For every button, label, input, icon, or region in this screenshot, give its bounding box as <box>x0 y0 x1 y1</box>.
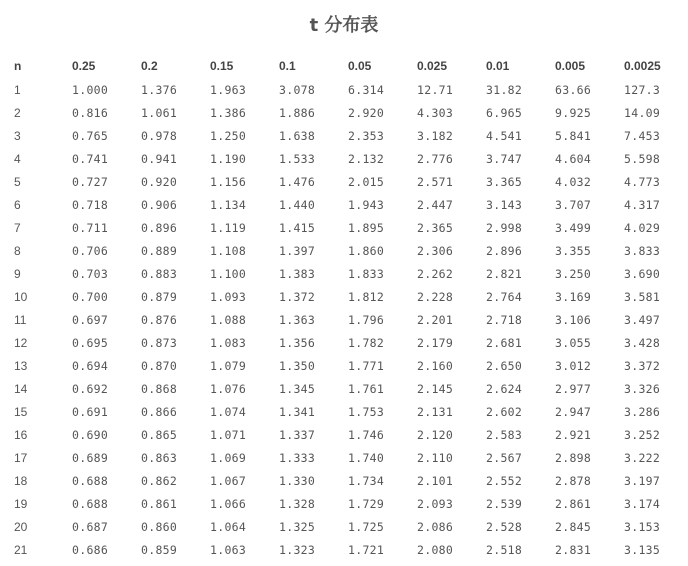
table-cell: 4.773 <box>624 174 661 189</box>
table-cell: 1.383 <box>279 266 316 281</box>
row-label-n: 19 <box>14 496 28 511</box>
table-row <box>8 147 687 170</box>
table-cell: 2.518 <box>486 542 523 557</box>
table-cell: 1.963 <box>210 82 247 97</box>
row-label-n: 12 <box>14 335 28 350</box>
table-cell: 0.906 <box>141 197 178 212</box>
table-cell: 1.074 <box>210 404 247 419</box>
table-cell: 0.688 <box>72 473 109 488</box>
page-title: t 分布表 <box>309 15 379 36</box>
table-cell: 2.447 <box>417 197 454 212</box>
row-label-n: 21 <box>14 542 28 557</box>
table-cell: 2.921 <box>555 427 592 442</box>
table-cell: 0.718 <box>72 197 109 212</box>
table-cell: 1.337 <box>279 427 316 442</box>
table-cell: 1.063 <box>210 542 247 557</box>
table-cell: 2.602 <box>486 404 523 419</box>
column-header: 0.05 <box>348 59 372 73</box>
table-cell: 1.325 <box>279 519 316 534</box>
table-cell: 1.734 <box>348 473 385 488</box>
row-label-n: 4 <box>14 151 21 166</box>
table-cell: 2.920 <box>348 105 385 120</box>
table-cell: 3.197 <box>624 473 661 488</box>
row-label-n: 16 <box>14 427 28 442</box>
row-label-n: 14 <box>14 381 28 396</box>
table-cell: 2.262 <box>417 266 454 281</box>
row-label-n: 6 <box>14 197 21 212</box>
table-cell: 2.160 <box>417 358 454 373</box>
table-cell: 2.528 <box>486 519 523 534</box>
table-cell: 0.727 <box>72 174 109 189</box>
table-cell: 1.119 <box>210 220 247 235</box>
table-cell: 3.365 <box>486 174 523 189</box>
table-cell: 0.866 <box>141 404 178 419</box>
table-cell: 3.747 <box>486 151 523 166</box>
table-cell: 3.055 <box>555 335 592 350</box>
table-row <box>8 515 687 538</box>
table-cell: 0.941 <box>141 151 178 166</box>
row-label-n: 18 <box>14 473 28 488</box>
table-cell: 3.372 <box>624 358 661 373</box>
table-cell: 1.771 <box>348 358 385 373</box>
table-cell: 2.977 <box>555 381 592 396</box>
table-cell: 0.711 <box>72 220 109 235</box>
table-cell: 0.700 <box>72 289 109 304</box>
column-header: 0.1 <box>279 59 296 73</box>
table-cell: 2.179 <box>417 335 454 350</box>
table-cell: 3.497 <box>624 312 661 327</box>
table-cell: 2.681 <box>486 335 523 350</box>
row-label-n: 3 <box>14 128 21 143</box>
table-cell: 1.721 <box>348 542 385 557</box>
table-cell: 2.132 <box>348 151 385 166</box>
table-cell: 1.415 <box>279 220 316 235</box>
table-cell: 4.303 <box>417 105 454 120</box>
table-row <box>8 538 687 561</box>
column-header: 0.0025 <box>624 59 661 73</box>
table-cell: 0.865 <box>141 427 178 442</box>
table-cell: 1.363 <box>279 312 316 327</box>
table-cell: 3.153 <box>624 519 661 534</box>
table-row <box>8 239 687 262</box>
row-label-n: 7 <box>14 220 21 235</box>
table-cell: 0.703 <box>72 266 109 281</box>
table-cell: 3.499 <box>555 220 592 235</box>
row-label-n: 11 <box>14 312 27 327</box>
table-cell: 0.689 <box>72 450 109 465</box>
table-cell: 1.397 <box>279 243 316 258</box>
table-cell: 0.741 <box>72 151 109 166</box>
table-cell: 2.764 <box>486 289 523 304</box>
table-cell: 2.947 <box>555 404 592 419</box>
row-label-n: 2 <box>14 105 21 120</box>
table-cell: 2.998 <box>486 220 523 235</box>
table-cell: 4.032 <box>555 174 592 189</box>
table-cell: 3.326 <box>624 381 661 396</box>
table-cell: 3.252 <box>624 427 661 442</box>
table-row <box>8 354 687 377</box>
table-cell: 2.583 <box>486 427 523 442</box>
table-cell: 1.134 <box>210 197 247 212</box>
table-row <box>8 446 687 469</box>
table-cell: 0.870 <box>141 358 178 373</box>
table-cell: 0.706 <box>72 243 109 258</box>
table-cell: 0.862 <box>141 473 178 488</box>
table-cell: 1.860 <box>348 243 385 258</box>
table-cell: 1.250 <box>210 128 247 143</box>
table-cell: 3.581 <box>624 289 661 304</box>
table-cell: 9.925 <box>555 105 592 120</box>
table-cell: 0.879 <box>141 289 178 304</box>
table-cell: 3.174 <box>624 496 661 511</box>
table-cell: 0.697 <box>72 312 109 327</box>
table-cell: 1.350 <box>279 358 316 373</box>
table-cell: 1.356 <box>279 335 316 350</box>
table-cell: 2.086 <box>417 519 454 534</box>
table-cell: 2.015 <box>348 174 385 189</box>
table-cell: 127.3 <box>624 82 661 97</box>
table-cell: 4.604 <box>555 151 592 166</box>
table-cell: 1.812 <box>348 289 385 304</box>
table-row <box>8 469 687 492</box>
table-cell: 1.061 <box>141 105 178 120</box>
table-cell: 2.650 <box>486 358 523 373</box>
table-cell: 0.690 <box>72 427 109 442</box>
row-label-n: 10 <box>14 289 28 304</box>
table-cell: 2.878 <box>555 473 592 488</box>
table-cell: 1.000 <box>72 82 109 97</box>
table-cell: 2.080 <box>417 542 454 557</box>
row-label-n: 15 <box>14 404 28 419</box>
table-cell: 2.567 <box>486 450 523 465</box>
table-row <box>8 216 687 239</box>
table-cell: 1.066 <box>210 496 247 511</box>
table-cell: 1.386 <box>210 105 247 120</box>
table-cell: 3.182 <box>417 128 454 143</box>
table-cell: 1.333 <box>279 450 316 465</box>
table-cell: 0.691 <box>72 404 109 419</box>
table-cell: 7.453 <box>624 128 661 143</box>
table-cell: 2.201 <box>417 312 454 327</box>
table-cell: 1.638 <box>279 128 316 143</box>
table-cell: 1.729 <box>348 496 385 511</box>
table-row <box>8 331 687 354</box>
row-label-n: 8 <box>14 243 21 258</box>
column-header: 0.005 <box>555 59 586 73</box>
table-cell: 1.372 <box>279 289 316 304</box>
table-cell: 5.841 <box>555 128 592 143</box>
table-cell: 2.776 <box>417 151 454 166</box>
table-cell: 2.353 <box>348 128 385 143</box>
table-cell: 63.66 <box>555 82 592 97</box>
column-header-n: n <box>14 59 22 73</box>
table-cell: 3.707 <box>555 197 592 212</box>
table-cell: 1.190 <box>210 151 247 166</box>
table-cell: 1.796 <box>348 312 385 327</box>
table-cell: 0.876 <box>141 312 178 327</box>
table-row <box>8 124 687 147</box>
table-cell: 3.222 <box>624 450 661 465</box>
table-row <box>8 285 687 308</box>
table-cell: 3.355 <box>555 243 592 258</box>
table-cell: 3.286 <box>624 404 661 419</box>
table-cell: 3.012 <box>555 358 592 373</box>
table-cell: 1.076 <box>210 381 247 396</box>
table-cell: 3.169 <box>555 289 592 304</box>
table-cell: 0.873 <box>141 335 178 350</box>
table-cell: 1.746 <box>348 427 385 442</box>
table-cell: 1.083 <box>210 335 247 350</box>
table-cell: 1.725 <box>348 519 385 534</box>
table-cell: 1.943 <box>348 197 385 212</box>
table-cell: 6.965 <box>486 105 523 120</box>
table-row <box>8 193 687 216</box>
table-cell: 14.09 <box>624 105 661 120</box>
column-header: 0.2 <box>141 59 158 73</box>
table-cell: 1.476 <box>279 174 316 189</box>
table-header <box>8 54 687 78</box>
row-label-n: 5 <box>14 174 21 189</box>
table-row <box>8 101 687 124</box>
table-cell: 0.692 <box>72 381 109 396</box>
table-cell: 2.093 <box>417 496 454 511</box>
table-cell: 1.376 <box>141 82 178 97</box>
table-cell: 1.071 <box>210 427 247 442</box>
table-cell: 0.860 <box>141 519 178 534</box>
row-label-n: 9 <box>14 266 21 281</box>
table-cell: 1.079 <box>210 358 247 373</box>
table-cell: 2.101 <box>417 473 454 488</box>
table-row <box>8 262 687 285</box>
table-cell: 1.108 <box>210 243 247 258</box>
table-cell: 3.078 <box>279 82 316 97</box>
table-cell: 2.110 <box>417 450 454 465</box>
table-row <box>8 492 687 515</box>
table-row <box>8 377 687 400</box>
table-cell: 2.861 <box>555 496 592 511</box>
table-cell: 2.228 <box>417 289 454 304</box>
table-cell: 0.695 <box>72 335 109 350</box>
table-cell: 0.694 <box>72 358 109 373</box>
table-cell: 4.317 <box>624 197 661 212</box>
table-cell: 2.624 <box>486 381 523 396</box>
table-cell: 0.868 <box>141 381 178 396</box>
table-cell: 1.330 <box>279 473 316 488</box>
table-cell: 3.428 <box>624 335 661 350</box>
table-body <box>8 78 687 561</box>
table-cell: 2.131 <box>417 404 454 419</box>
table-cell: 12.71 <box>417 82 454 97</box>
table-cell: 2.896 <box>486 243 523 258</box>
column-header: 0.01 <box>486 59 510 73</box>
table-row <box>8 78 687 101</box>
table-cell: 0.765 <box>72 128 109 143</box>
column-header: 0.15 <box>210 59 234 73</box>
table-cell: 0.687 <box>72 519 109 534</box>
table-cell: 0.883 <box>141 266 178 281</box>
table-cell: 2.571 <box>417 174 454 189</box>
table-cell: 2.831 <box>555 542 592 557</box>
table-cell: 4.029 <box>624 220 661 235</box>
table-cell: 2.718 <box>486 312 523 327</box>
table-cell: 0.859 <box>141 542 178 557</box>
table-cell: 2.365 <box>417 220 454 235</box>
table-cell: 1.064 <box>210 519 247 534</box>
table-cell: 3.143 <box>486 197 523 212</box>
table-cell: 31.82 <box>486 82 523 97</box>
table-cell: 1.341 <box>279 404 316 419</box>
table-cell: 4.541 <box>486 128 523 143</box>
t-distribution-table <box>8 54 687 561</box>
row-label-n: 13 <box>14 358 28 373</box>
table-row <box>8 400 687 423</box>
row-label-n: 17 <box>14 450 28 465</box>
table-cell: 2.539 <box>486 496 523 511</box>
table-cell: 1.345 <box>279 381 316 396</box>
table-cell: 0.688 <box>72 496 109 511</box>
table-cell: 1.100 <box>210 266 247 281</box>
table-cell: 0.816 <box>72 105 109 120</box>
table-row <box>8 170 687 193</box>
table-cell: 0.686 <box>72 542 109 557</box>
table-cell: 3.135 <box>624 542 661 557</box>
row-label-n: 1 <box>14 82 21 97</box>
table-cell: 1.069 <box>210 450 247 465</box>
table-cell: 1.761 <box>348 381 385 396</box>
table-cell: 1.782 <box>348 335 385 350</box>
table-cell: 1.067 <box>210 473 247 488</box>
table-cell: 1.533 <box>279 151 316 166</box>
table-cell: 2.120 <box>417 427 454 442</box>
table-cell: 6.314 <box>348 82 385 97</box>
table-cell: 2.845 <box>555 519 592 534</box>
table-cell: 1.156 <box>210 174 247 189</box>
table-cell: 3.106 <box>555 312 592 327</box>
column-header: 0.025 <box>417 59 448 73</box>
table-cell: 3.250 <box>555 266 592 281</box>
table-cell: 0.920 <box>141 174 178 189</box>
table-cell: 1.740 <box>348 450 385 465</box>
table-cell: 0.861 <box>141 496 178 511</box>
table-cell: 1.328 <box>279 496 316 511</box>
table-cell: 5.598 <box>624 151 661 166</box>
header-row <box>8 54 687 78</box>
table-cell: 3.690 <box>624 266 661 281</box>
table-cell: 0.978 <box>141 128 178 143</box>
table-cell: 0.863 <box>141 450 178 465</box>
table-cell: 1.323 <box>279 542 316 557</box>
table-cell: 1.895 <box>348 220 385 235</box>
table-cell: 2.306 <box>417 243 454 258</box>
table-cell: 0.896 <box>141 220 178 235</box>
table-cell: 1.886 <box>279 105 316 120</box>
table-cell: 2.821 <box>486 266 523 281</box>
table-cell: 1.088 <box>210 312 247 327</box>
table-row <box>8 423 687 446</box>
table-cell: 1.440 <box>279 197 316 212</box>
row-label-n: 20 <box>14 519 28 534</box>
table-cell: 0.889 <box>141 243 178 258</box>
table-cell: 3.833 <box>624 243 661 258</box>
table-cell: 1.093 <box>210 289 247 304</box>
table-row <box>8 308 687 331</box>
table-cell: 1.833 <box>348 266 385 281</box>
column-header: 0.25 <box>72 59 96 73</box>
table-cell: 2.898 <box>555 450 592 465</box>
table-cell: 2.145 <box>417 381 454 396</box>
table-cell: 2.552 <box>486 473 523 488</box>
table-cell: 1.753 <box>348 404 385 419</box>
